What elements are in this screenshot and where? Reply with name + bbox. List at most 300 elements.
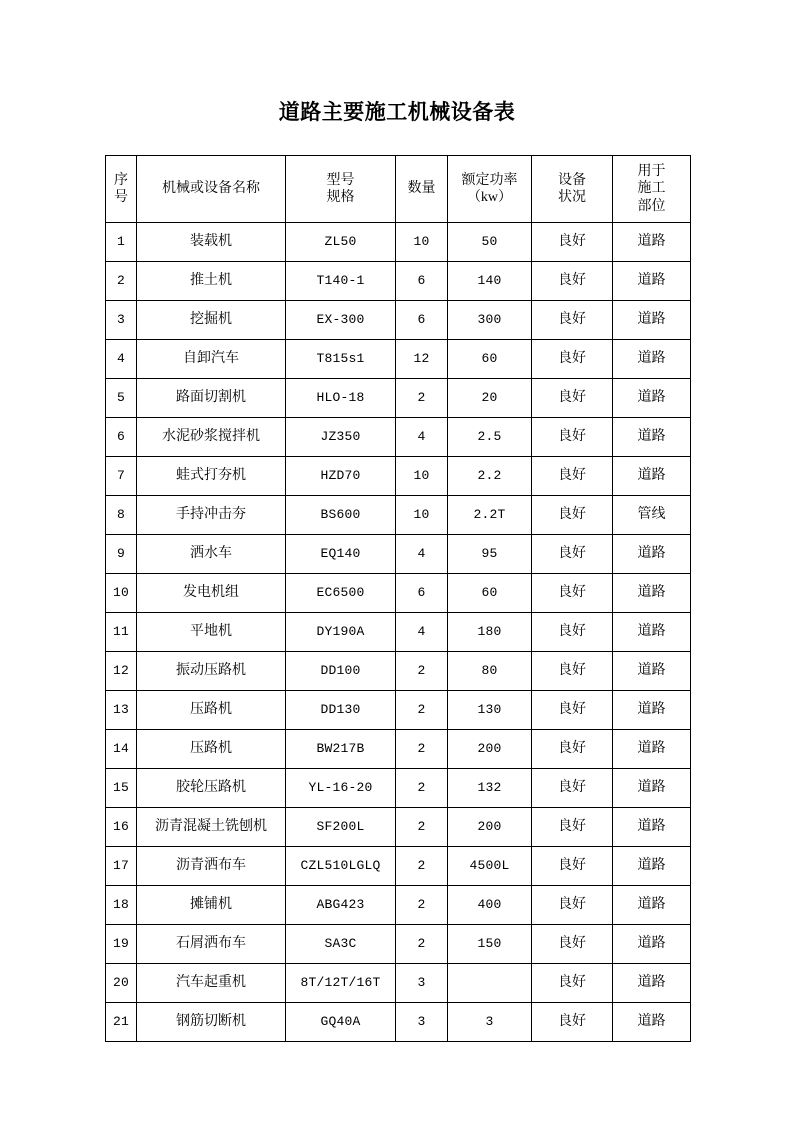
cell-power	[448, 847, 532, 886]
cell-model	[286, 418, 396, 457]
cell-location	[613, 457, 691, 496]
cell-sequence	[106, 340, 137, 379]
table-row	[106, 535, 691, 574]
cell-power-text: 2.2T	[473, 507, 506, 523]
table-row	[106, 340, 691, 379]
cell-quantity-text: 6	[417, 312, 426, 328]
cell-location	[613, 535, 691, 574]
cell-power	[448, 613, 532, 652]
table-row	[106, 301, 691, 340]
cell-sequence-text: 14	[112, 741, 129, 757]
cell-location-text: 道路	[637, 429, 666, 445]
cell-power-text: 200	[477, 741, 502, 757]
cell-name	[137, 457, 286, 496]
cell-quantity	[396, 262, 448, 301]
cell-sequence	[106, 496, 137, 535]
cell-sequence-text: 11	[112, 624, 129, 640]
cell-power	[448, 418, 532, 457]
cell-power	[448, 886, 532, 925]
cell-name	[137, 223, 286, 262]
cell-status-text: 良好	[558, 390, 586, 406]
cell-status	[532, 691, 613, 730]
cell-power-text: 95	[481, 546, 498, 562]
cell-location-text: 道路	[637, 312, 666, 328]
cell-location-text: 管线	[637, 507, 666, 523]
table-row	[106, 691, 691, 730]
cell-model	[286, 730, 396, 769]
table-row	[106, 964, 691, 1003]
table-row	[106, 223, 691, 262]
column-header-location-line3: 部位	[637, 198, 666, 214]
cell-name-text: 水泥砂浆搅拌机	[162, 429, 260, 445]
table-row	[106, 262, 691, 301]
cell-name	[137, 262, 286, 301]
cell-sequence-text: 6	[116, 429, 125, 445]
cell-quantity	[396, 886, 448, 925]
cell-status-text: 良好	[558, 780, 586, 796]
cell-quantity	[396, 496, 448, 535]
cell-status	[532, 652, 613, 691]
cell-sequence	[106, 847, 137, 886]
cell-location	[613, 691, 691, 730]
cell-power	[448, 925, 532, 964]
cell-name	[137, 418, 286, 457]
cell-name	[137, 964, 286, 1003]
cell-location	[613, 769, 691, 808]
cell-sequence	[106, 808, 137, 847]
cell-location	[613, 886, 691, 925]
cell-location	[613, 808, 691, 847]
cell-name-text: 洒水车	[190, 546, 232, 562]
cell-name-text: 摊铺机	[190, 897, 232, 913]
cell-status	[532, 379, 613, 418]
cell-name-text: 振动压路机	[176, 663, 246, 679]
cell-status	[532, 496, 613, 535]
cell-model	[286, 301, 396, 340]
cell-power	[448, 964, 532, 1003]
cell-name	[137, 652, 286, 691]
cell-model-text: ZL50	[324, 234, 357, 250]
cell-status-text: 良好	[558, 507, 586, 523]
table-row	[106, 457, 691, 496]
cell-location-text: 道路	[637, 702, 666, 718]
cell-status-text: 良好	[558, 351, 586, 367]
cell-status	[532, 223, 613, 262]
table-body	[106, 223, 691, 1042]
cell-location-text: 道路	[637, 234, 666, 250]
cell-quantity-text: 2	[417, 702, 426, 718]
cell-status-text: 良好	[558, 975, 586, 991]
cell-power	[448, 652, 532, 691]
equipment-table	[105, 155, 691, 1042]
cell-quantity-text: 2	[417, 741, 426, 757]
cell-name-text: 手持冲击夯	[176, 507, 246, 523]
cell-model	[286, 964, 396, 1003]
cell-quantity-text: 6	[417, 273, 426, 289]
cell-name	[137, 808, 286, 847]
cell-sequence	[106, 925, 137, 964]
cell-quantity	[396, 1003, 448, 1042]
cell-power	[448, 496, 532, 535]
cell-model-text: CZL510LGLQ	[300, 858, 381, 874]
cell-sequence-text: 10	[112, 585, 129, 601]
cell-status-text: 良好	[558, 585, 586, 601]
cell-quantity	[396, 730, 448, 769]
cell-status	[532, 925, 613, 964]
cell-status	[532, 418, 613, 457]
cell-name	[137, 613, 286, 652]
cell-location	[613, 223, 691, 262]
cell-name-text: 石屑洒布车	[176, 936, 246, 952]
table-row	[106, 730, 691, 769]
table-row	[106, 808, 691, 847]
equipment-table-container	[105, 155, 690, 1042]
cell-name	[137, 301, 286, 340]
cell-power	[448, 691, 532, 730]
cell-sequence-text: 17	[112, 858, 129, 874]
cell-status-text: 良好	[558, 741, 586, 757]
cell-name-text: 发电机组	[183, 585, 239, 601]
cell-sequence-text: 2	[116, 273, 125, 289]
cell-sequence	[106, 301, 137, 340]
cell-quantity	[396, 574, 448, 613]
cell-model	[286, 535, 396, 574]
cell-sequence-text: 12	[112, 663, 129, 679]
cell-model-text: HZD70	[320, 468, 361, 484]
cell-quantity-text: 2	[417, 819, 426, 835]
cell-location	[613, 301, 691, 340]
cell-model-text: EQ140	[320, 546, 361, 562]
cell-location	[613, 1003, 691, 1042]
cell-name-text: 沥青洒布车	[176, 858, 246, 874]
cell-name	[137, 691, 286, 730]
cell-status-text: 良好	[558, 468, 586, 484]
cell-power-text: 20	[481, 390, 498, 406]
cell-sequence-text: 13	[112, 702, 129, 718]
cell-power	[448, 379, 532, 418]
column-header-location-line2: 施工	[637, 181, 666, 197]
cell-status-text: 良好	[558, 546, 586, 562]
cell-name-text: 路面切割机	[176, 390, 246, 406]
cell-model-text: HLO-18	[316, 390, 365, 406]
cell-sequence	[106, 964, 137, 1003]
cell-sequence-text: 8	[116, 507, 125, 523]
cell-model	[286, 925, 396, 964]
cell-sequence	[106, 457, 137, 496]
cell-quantity	[396, 340, 448, 379]
cell-sequence	[106, 535, 137, 574]
cell-status	[532, 574, 613, 613]
column-header-name-label: 机械或设备名称	[162, 181, 260, 197]
table-row	[106, 418, 691, 457]
column-header-seq-line2: 号	[114, 190, 128, 205]
column-header-quantity-label: 数量	[407, 181, 436, 197]
cell-model	[286, 223, 396, 262]
column-header-status-line1: 设备	[558, 172, 586, 188]
cell-power	[448, 301, 532, 340]
cell-power-text: 50	[481, 234, 498, 250]
column-header-name	[137, 156, 286, 223]
cell-model	[286, 691, 396, 730]
cell-name-text: 装载机	[190, 234, 232, 250]
column-header-model-line2: 规格	[326, 190, 355, 205]
cell-name-text: 沥青混凝土铣刨机	[155, 819, 267, 835]
cell-model	[286, 457, 396, 496]
cell-location-text: 道路	[637, 1014, 666, 1030]
cell-location	[613, 964, 691, 1003]
cell-sequence-text: 16	[112, 819, 129, 835]
cell-power	[448, 769, 532, 808]
column-header-status	[532, 156, 613, 223]
cell-name	[137, 574, 286, 613]
cell-model-text: EX-300	[316, 312, 365, 328]
cell-quantity-text: 4	[417, 624, 426, 640]
table-row	[106, 769, 691, 808]
table-row	[106, 496, 691, 535]
cell-quantity-text: 10	[413, 507, 430, 523]
cell-sequence	[106, 1003, 137, 1042]
cell-name-text: 汽车起重机	[176, 975, 246, 991]
cell-model-text: ABG423	[316, 897, 365, 913]
cell-status	[532, 1003, 613, 1042]
cell-quantity-text: 12	[413, 351, 430, 367]
cell-name-text: 蛙式打夯机	[176, 468, 246, 484]
cell-status-text: 良好	[558, 273, 586, 289]
column-header-model-line1: 型号	[326, 172, 355, 188]
cell-location	[613, 574, 691, 613]
cell-location-text: 道路	[637, 546, 666, 562]
cell-quantity	[396, 925, 448, 964]
cell-quantity-text: 2	[417, 858, 426, 874]
cell-model	[286, 379, 396, 418]
cell-power-text: 60	[481, 351, 498, 367]
cell-model-text: YL-16-20	[308, 780, 373, 796]
cell-power	[448, 457, 532, 496]
cell-name-text: 挖掘机	[190, 312, 232, 328]
column-header-seq-line1: 序	[114, 172, 128, 188]
cell-quantity	[396, 847, 448, 886]
cell-name-text: 压路机	[190, 702, 232, 718]
cell-quantity	[396, 535, 448, 574]
cell-status-text: 良好	[558, 429, 586, 445]
cell-quantity-text: 3	[417, 975, 426, 991]
cell-name-text: 自卸汽车	[183, 351, 239, 367]
cell-status	[532, 886, 613, 925]
cell-model-text: SF200L	[316, 819, 365, 835]
cell-sequence	[106, 691, 137, 730]
cell-status	[532, 613, 613, 652]
cell-sequence-text: 19	[112, 936, 129, 952]
cell-power	[448, 808, 532, 847]
cell-model	[286, 808, 396, 847]
cell-model-text: BW217B	[316, 741, 365, 757]
column-header-seq	[106, 156, 137, 223]
cell-location-text: 道路	[637, 624, 666, 640]
cell-quantity-text: 2	[417, 390, 426, 406]
cell-quantity-text: 4	[417, 429, 426, 445]
cell-model-text: SA3C	[324, 936, 357, 952]
column-header-power-line1: 额定功率	[461, 172, 518, 188]
cell-location-text: 道路	[637, 390, 666, 406]
cell-quantity	[396, 418, 448, 457]
cell-quantity-text: 2	[417, 663, 426, 679]
cell-location-text: 道路	[637, 858, 666, 874]
cell-name	[137, 886, 286, 925]
cell-model	[286, 262, 396, 301]
cell-status-text: 良好	[558, 624, 586, 640]
cell-quantity	[396, 223, 448, 262]
cell-model-text: EC6500	[316, 585, 365, 601]
cell-model-text: T140-1	[316, 273, 365, 289]
table-row	[106, 379, 691, 418]
cell-power	[448, 1003, 532, 1042]
table-row	[106, 886, 691, 925]
cell-model	[286, 496, 396, 535]
cell-power-text: 60	[481, 585, 498, 601]
cell-quantity	[396, 613, 448, 652]
column-header-model	[286, 156, 396, 223]
cell-sequence-text: 20	[112, 975, 129, 991]
cell-power	[448, 223, 532, 262]
cell-model-text: DD100	[320, 663, 361, 679]
cell-status	[532, 457, 613, 496]
cell-location-text: 道路	[637, 585, 666, 601]
cell-sequence-text: 3	[116, 312, 125, 328]
cell-sequence-text: 18	[112, 897, 129, 913]
cell-power-text: 140	[477, 273, 502, 289]
header-row	[106, 156, 691, 223]
cell-sequence-text: 21	[112, 1014, 129, 1030]
table-header	[106, 156, 691, 223]
cell-location-text: 道路	[637, 819, 666, 835]
cell-power-text: 130	[477, 702, 502, 718]
cell-sequence-text: 15	[112, 780, 129, 796]
cell-status	[532, 730, 613, 769]
cell-location-text: 道路	[637, 663, 666, 679]
cell-status	[532, 808, 613, 847]
cell-power-text: 80	[481, 663, 498, 679]
cell-model-text: 8T/12T/16T	[300, 975, 381, 991]
cell-location	[613, 847, 691, 886]
cell-quantity-text: 3	[417, 1014, 426, 1030]
cell-status-text: 良好	[558, 819, 586, 835]
cell-sequence-text: 1	[116, 234, 125, 250]
cell-model-text: DD130	[320, 702, 361, 718]
column-header-quantity	[396, 156, 448, 223]
cell-power	[448, 535, 532, 574]
cell-model	[286, 769, 396, 808]
cell-location	[613, 652, 691, 691]
cell-location	[613, 418, 691, 457]
cell-location-text: 道路	[637, 936, 666, 952]
cell-model-text: DY190A	[316, 624, 365, 640]
cell-quantity	[396, 379, 448, 418]
column-header-location	[613, 156, 691, 223]
cell-name	[137, 925, 286, 964]
cell-model	[286, 613, 396, 652]
cell-name	[137, 1003, 286, 1042]
cell-sequence	[106, 574, 137, 613]
column-header-power-unit: （kw）	[466, 190, 513, 205]
cell-model-text: JZ350	[320, 429, 361, 445]
cell-quantity	[396, 769, 448, 808]
cell-name	[137, 340, 286, 379]
cell-quantity-text: 2	[417, 780, 426, 796]
cell-power-text: 150	[477, 936, 502, 952]
cell-status	[532, 262, 613, 301]
cell-quantity-text: 2	[417, 936, 426, 952]
table-row	[106, 613, 691, 652]
cell-sequence	[106, 886, 137, 925]
cell-sequence	[106, 613, 137, 652]
cell-model	[286, 1003, 396, 1042]
cell-name	[137, 535, 286, 574]
page-title: 道路主要施工机械设备表	[278, 100, 516, 124]
cell-power	[448, 340, 532, 379]
cell-status	[532, 535, 613, 574]
cell-sequence	[106, 418, 137, 457]
cell-power-text: 200	[477, 819, 502, 835]
cell-name	[137, 379, 286, 418]
cell-location-text: 道路	[637, 897, 666, 913]
cell-power-text: 2.2	[477, 468, 502, 484]
cell-status	[532, 340, 613, 379]
cell-sequence	[106, 262, 137, 301]
column-header-location-line1: 用于	[637, 163, 666, 179]
cell-status-text: 良好	[558, 312, 586, 328]
cell-location-text: 道路	[637, 741, 666, 757]
cell-location-text: 道路	[637, 975, 666, 991]
cell-status-text: 良好	[558, 1014, 586, 1030]
cell-name-text: 钢筋切断机	[176, 1014, 246, 1030]
cell-quantity-text: 2	[417, 897, 426, 913]
cell-sequence	[106, 379, 137, 418]
cell-quantity	[396, 457, 448, 496]
table-row	[106, 925, 691, 964]
cell-name-text: 平地机	[190, 624, 232, 640]
cell-sequence-text: 9	[116, 546, 125, 562]
cell-status-text: 良好	[558, 858, 586, 874]
cell-power-text: 300	[477, 312, 502, 328]
cell-quantity-text: 10	[413, 468, 430, 484]
cell-location-text: 道路	[637, 780, 666, 796]
table-row	[106, 652, 691, 691]
cell-power-text: 3	[485, 1014, 494, 1030]
cell-power-text: 180	[477, 624, 502, 640]
cell-power-text: 132	[477, 780, 502, 796]
cell-name-text: 压路机	[190, 741, 232, 757]
cell-model-text: GQ40A	[320, 1014, 361, 1030]
cell-sequence	[106, 223, 137, 262]
cell-quantity-text: 6	[417, 585, 426, 601]
cell-name	[137, 730, 286, 769]
cell-status-text: 良好	[558, 234, 586, 250]
cell-sequence-text: 4	[116, 351, 125, 367]
cell-location	[613, 379, 691, 418]
column-header-power	[448, 156, 532, 223]
cell-quantity	[396, 808, 448, 847]
cell-name	[137, 769, 286, 808]
cell-status-text: 良好	[558, 663, 586, 679]
cell-name	[137, 496, 286, 535]
cell-power	[448, 574, 532, 613]
cell-power-text: 4500L	[469, 858, 510, 874]
cell-sequence-text: 7	[116, 468, 125, 484]
cell-status	[532, 301, 613, 340]
cell-location-text: 道路	[637, 468, 666, 484]
cell-quantity	[396, 301, 448, 340]
cell-status	[532, 847, 613, 886]
